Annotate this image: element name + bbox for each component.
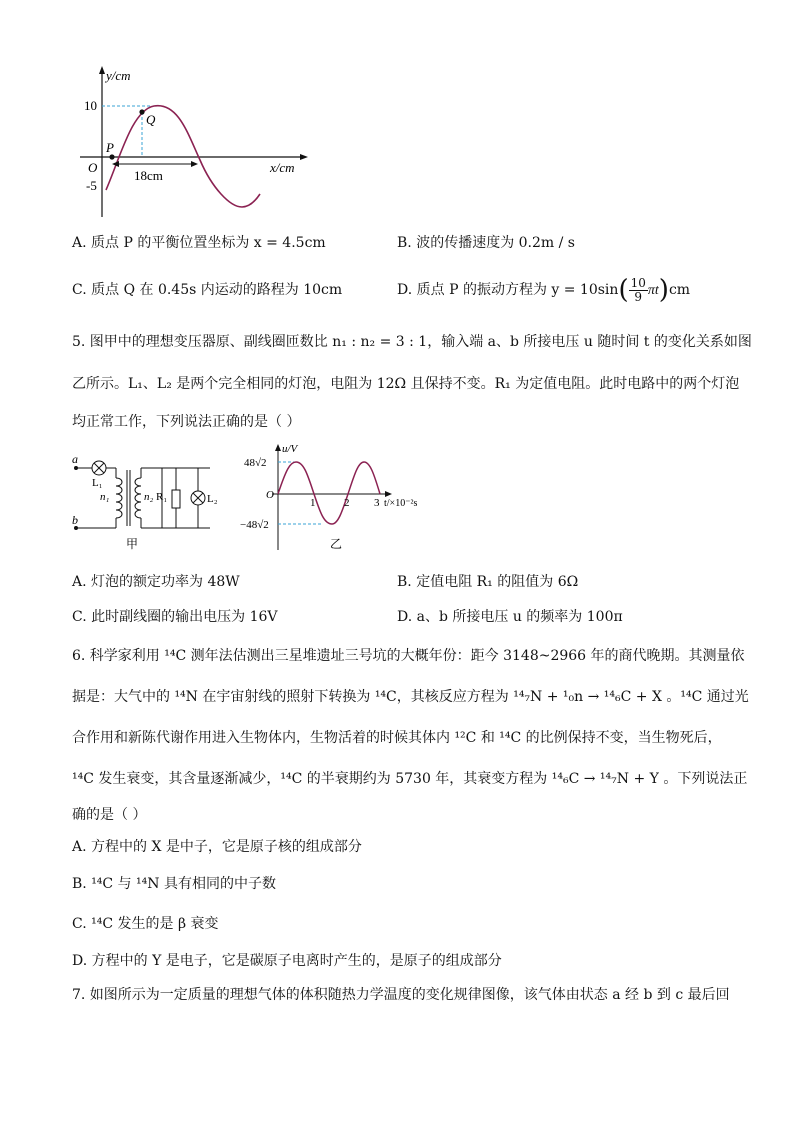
point-q-dot bbox=[139, 109, 144, 114]
q4-option-d-prefix: D. 质点 P 的振动方程为 y = 10sin bbox=[397, 282, 619, 298]
q6-option-b: B. ¹⁴C 与 ¹⁴N 具有相同的中子数 bbox=[72, 876, 276, 892]
q6-line-1: 6. 科学家利用 ¹⁴C 测年法估测出三星堆遗址三号坑的大概年份：距今 3148~2966 年的商代晚期。其测量依 bbox=[72, 648, 745, 664]
y-axis-arrow bbox=[99, 66, 105, 74]
primary-coil bbox=[116, 478, 122, 518]
x-axis-label: x/cm bbox=[270, 160, 295, 175]
point-q-label: Q bbox=[146, 112, 156, 127]
point-p-dot bbox=[109, 154, 114, 159]
point-p-label: P bbox=[106, 140, 114, 155]
tick-t2: 2 bbox=[344, 497, 350, 509]
q6-option-a: A. 方程中的 X 是中子，它是原子核的组成部分 bbox=[72, 839, 362, 855]
circuit-diagram bbox=[70, 448, 230, 554]
q5-option-a: A. 灯泡的额定功率为 48W bbox=[72, 574, 240, 590]
q4-option-c: C. 质点 Q 在 0.45s 内运动的路程为 10cm bbox=[72, 282, 343, 298]
voltage-graph-figure bbox=[238, 440, 438, 558]
caption-jia: 甲 bbox=[126, 537, 139, 551]
q6-line-2: 据是：大气中的 ¹⁴N 在宇宙射线的照射下转换为 ¹⁴C，其核反应方程为 ¹⁴₇N + ¹₀n → ¹⁴₆C + X 。¹⁴C 通过光 bbox=[72, 689, 749, 705]
tick-10: 10 bbox=[84, 98, 97, 113]
q4-option-d: D. 质点 P 的振动方程为 y = 10sin( $\frac{10}{9}$ πt)cm bbox=[397, 275, 691, 305]
voltage-curve bbox=[278, 462, 380, 524]
q5-option-b: B. 定值电阻 R₁ 的阻值为 6Ω bbox=[397, 574, 579, 590]
q6-line-4: ¹⁴C 发生衰变，其含量逐渐减少，¹⁴C 的半衰期约为 5730 年，其衰变方程为 ¹⁴₆C → ¹⁴₇N + Y 。下列说法正 bbox=[72, 771, 748, 787]
label-l1: L₁ bbox=[92, 477, 103, 489]
tick-neg5: -5 bbox=[86, 178, 97, 193]
voltage-graph bbox=[238, 440, 438, 558]
wave-curve bbox=[106, 106, 260, 207]
q4-option-d-unit: cm bbox=[668, 282, 691, 298]
q6-option-c: C. ¹⁴C 发生的是 β 衰变 bbox=[72, 916, 219, 932]
u-top-label: 48√2 bbox=[244, 457, 267, 469]
wave-figure bbox=[60, 62, 320, 222]
u-bottom-label: −48√2 bbox=[240, 519, 269, 531]
q5-line-3: 均正常工作，下列说法正确的是（ ） bbox=[72, 414, 301, 430]
x-axis-arrow bbox=[300, 154, 308, 160]
circuit-figure bbox=[70, 448, 230, 554]
q5-option-c: C. 此时副线圈的输出电压为 16V bbox=[72, 609, 278, 625]
fraction-numerator: 10 bbox=[630, 275, 646, 290]
q5-line-1: 5. 图甲中的理想变压器原、副线圈匝数比 n₁ : n₂ = 3 : 1，输入端 a、b 所接电压 u 随时间 t 的变化关系如图 bbox=[72, 334, 752, 350]
q6-line-5: 确的是（ ） bbox=[72, 807, 147, 823]
caption-yi: 乙 bbox=[330, 537, 343, 551]
label-r1: R₁ bbox=[156, 491, 168, 503]
u-origin-label: O bbox=[266, 489, 274, 501]
secondary-coil bbox=[135, 478, 141, 518]
label-b: b bbox=[72, 513, 78, 527]
span-label: 18cm bbox=[134, 168, 163, 183]
q4-option-a: A. 质点 P 的平衡位置坐标为 x = 4.5cm bbox=[72, 235, 326, 251]
y-axis-label: y/cm bbox=[106, 68, 131, 83]
label-n1: n₁ bbox=[100, 491, 110, 503]
q4-option-b: B. 波的传播速度为 0.2m / s bbox=[397, 235, 575, 251]
tick-t1: 1 bbox=[310, 497, 316, 509]
q4-option-d-suffix: πt bbox=[647, 283, 659, 298]
label-a: a bbox=[72, 452, 78, 466]
u-axis-label: u/V bbox=[282, 443, 298, 455]
t-axis-arrow bbox=[385, 491, 392, 497]
tick-t3: 3 bbox=[374, 497, 380, 509]
resistor-r1 bbox=[172, 490, 180, 508]
wave-graph bbox=[60, 62, 320, 222]
u-axis-arrow bbox=[275, 444, 281, 451]
q6-option-d: D. 方程中的 Y 是电子，它是碳原子电离时产生的，是原子的组成部分 bbox=[72, 953, 502, 969]
q5-line-2: 乙所示。L₁、L₂ 是两个完全相同的灯泡，电阻为 12Ω 且保持不变。R₁ 为定值电阻。此时电路中的两个灯泡 bbox=[72, 376, 740, 392]
origin-label: O bbox=[88, 160, 98, 175]
q6-line-3: 合作用和新陈代谢作用进入生物体内，生物活着的时候其体内 ¹²C 和 ¹⁴C 的比例保持不变，当生物死后， bbox=[72, 730, 722, 746]
q7-line-1: 7. 如图所示为一定质量的理想气体的体积随热力学温度的变化规律图像，该气体由状态 a 经 b 到 c 最后回 bbox=[72, 987, 730, 1003]
t-axis-label: t/×10⁻²s bbox=[384, 498, 418, 509]
q5-option-d: D. a、b 所接电压 u 的频率为 100π bbox=[397, 609, 623, 625]
q4-option-d-fraction bbox=[629, 277, 648, 304]
label-l2: L₂ bbox=[207, 493, 218, 505]
label-n2: n₂ bbox=[144, 491, 154, 503]
span-arrow-right bbox=[191, 161, 198, 167]
fraction-denominator: 9 bbox=[634, 289, 643, 304]
